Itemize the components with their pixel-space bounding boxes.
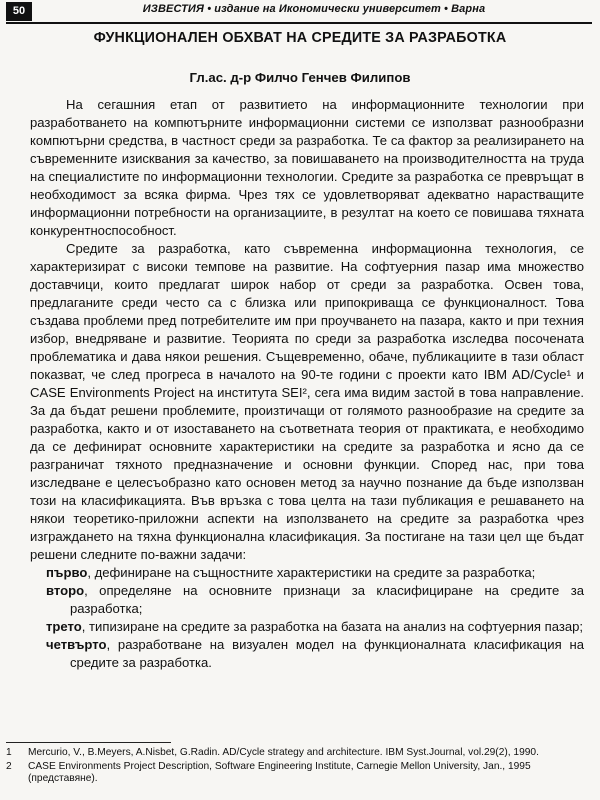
task-marker: първо <box>46 565 88 580</box>
footnote-text: Mercurio, V., B.Meyers, A.Nisbet, G.Radin. AD/Cycle strategy and architecture. IBM Syst.Journal, vol.29(2), 1990. <box>28 747 539 758</box>
task-item <box>30 564 584 582</box>
task-text: , дефиниране на същностните характеристики на средите за разработка; <box>87 565 536 580</box>
footnote-number: 2 <box>6 760 12 772</box>
running-head: ИЗВЕСТИЯ • издание на Икономически университет • Варна <box>142 3 486 15</box>
task-marker: второ <box>46 583 85 598</box>
task-item <box>30 618 584 636</box>
paragraph: Средите за разработка, като съвременна информационна технология, се характеризират с високи темпове на развитие. На софтуерния пазар има множество доставчици, които предлагат широк набор от среди за разработка. Освен това, предлаганите среди често са с близка или припокриваща се функционалност. Това създава проблеми пред потребителите им при проучването на пазара, както и при техния избор, внедряване и развитие. Теорията по среди за разработка изследва посочената проблематика и дава някои решения. Същевременно, обаче, публикациите в тази област показват, че след прогреса в началото на 90-те години с проекти като IBM AD/Cycle¹ и CASE Environments Project на института SEI², сега има видим застой в това направление. За да бъдат решени проблемите, произтичащи от голямото разнообразие на средите за разработка, както и от изоставането на съответната теория от практиката, е необходимо да се дефинират основните характеристики на средите за разработка и ясно да се разграничат тяхното предназначение и основни функции. Според нас, при това изследване е целесъобразно като основен метод за научно познание да бъде използван този на класификацията. Във връзка с това целта на тази публикация е решаването на някои теоретико-приложни аспекти на използването на средите за разработка чрез изграждането на тяхна функционална класификация. За постигане на тази цел ще бъдат решени следните по-важни задачи: <box>30 241 584 562</box>
task-item <box>30 582 584 618</box>
page-header <box>6 2 592 24</box>
task-item <box>30 636 584 672</box>
task-text: , типизиране на средите за разработка на базата на анализ на софтуерния пазар; <box>81 619 584 634</box>
task-text: , определяне на основните признаци за класифициране на средите за разработка; <box>70 583 584 616</box>
footnote-number: 1 <box>6 747 12 758</box>
task-text: , разработване на визуален модел на функционалната класификация на средите за разработка. <box>70 637 584 670</box>
page-number: 50 <box>6 2 32 21</box>
article-title: ФУНКЦИОНАЛЕН ОБХВАТ НА СРЕДИТЕ ЗА РАЗРАБОТКА <box>93 30 507 46</box>
footnote-text: CASE Environments Project Description, Software Engineering Institute, Carnegie Mellon University, Jan., 1995 (представяне). <box>28 760 531 784</box>
footnotes <box>6 747 590 787</box>
footnote <box>6 747 590 760</box>
footnote <box>6 761 590 786</box>
task-marker: трето <box>46 619 82 634</box>
footnote-divider <box>6 742 171 743</box>
paragraph: На сегашния етап от развитието на информационните технологии при разработването на компютърните информационни системи се използват разнообразни компютърни средства, в частност среди за разработка. Те са фактор за реализирането на съвременните изисквания за качество, за повишаването на производителността на труда на специалистите по информационни технологии. Средите за разработка се превръщат в необходимост за всяка фирма. Чрез тях се удовлетворяват адекватно нарастващите информационни потребности на организациите, в резултат на което се повишава тяхната конкурентноспособност. <box>30 97 584 238</box>
article-body <box>30 96 584 672</box>
article-author: Гл.ас. д-р Филчо Генчев Филипов <box>189 70 411 85</box>
task-marker: четвърто <box>46 637 107 652</box>
